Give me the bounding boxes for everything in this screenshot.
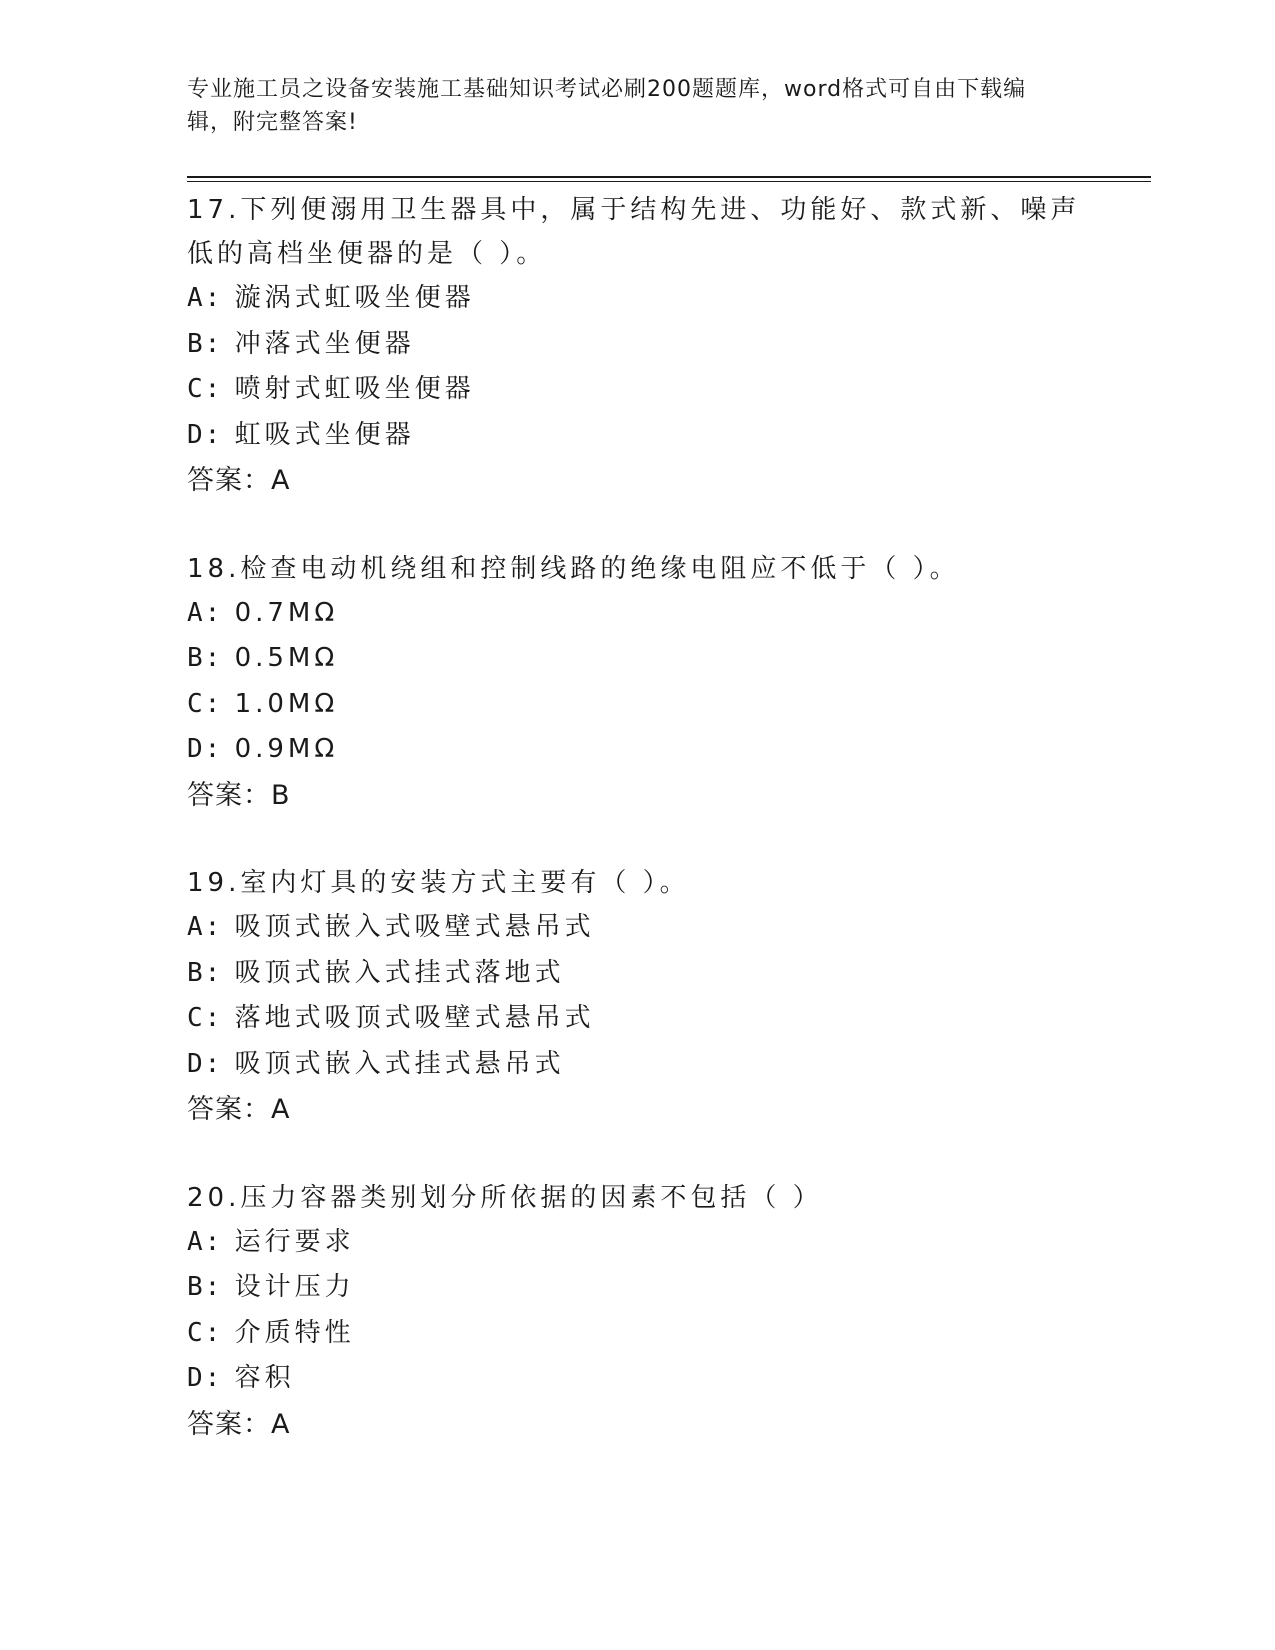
option-text: 0.5MΩ [234,643,339,673]
option-key: C: [187,688,223,719]
question-list [187,188,1087,1490]
answer: 答案：A [187,465,291,496]
header-rule-thin [187,181,1151,182]
question-text: 18.检查电动机绕组和控制线路的绝缘电阻应不低于（ ）。 [187,553,960,584]
option-key: B: [187,643,223,673]
option-text: 吸顶式嵌入式挂式悬吊式 [234,1048,565,1079]
option-text: 容积 [234,1363,295,1393]
option-c [187,1311,1087,1357]
option-key: B: [187,1272,223,1302]
option-text: 0.9MΩ [234,734,339,764]
option-d [187,727,1087,773]
option-text: 0.7MΩ [234,597,339,628]
option-a [187,276,1087,322]
option-key: B: [187,328,223,359]
option-b [187,1265,1087,1311]
document-header: 专业施工员之设备安装施工基础知识考试必刷200题题库，word格式可自由下载编辑，附完整答案! [187,77,1027,135]
option-text: 喷射式虹吸坐便器 [234,374,475,404]
option-key: A: [187,912,223,942]
option-text: 吸顶式嵌入式挂式落地式 [234,957,565,988]
option-text: 运行要求 [234,1226,355,1257]
option-c [187,682,1087,728]
option-b [187,636,1087,682]
option-text: 冲落式坐便器 [234,328,415,359]
option-key: D: [187,1048,223,1079]
option-a [187,1220,1087,1266]
option-b [187,951,1087,997]
question-19 [187,861,1087,1133]
option-text: 1.0MΩ [234,688,339,719]
option-d [187,1042,1087,1088]
option-key: B: [187,957,223,988]
option-a [187,591,1087,637]
option-d [187,413,1087,459]
option-text: 落地式吸顶式吸壁式悬吊式 [234,1003,595,1033]
option-d [187,1356,1087,1402]
option-key: A: [187,597,223,628]
question-20 [187,1176,1087,1448]
option-text: 吸顶式嵌入式吸壁式悬吊式 [234,912,595,942]
option-c [187,996,1087,1042]
option-text: 虹吸式坐便器 [234,419,415,450]
question-17 [187,188,1087,504]
question-text: 19.室内灯具的安装方式主要有（ ）。 [187,868,690,898]
option-key: D: [187,419,223,450]
option-b [187,322,1087,368]
option-key: D: [187,1363,223,1393]
question-18 [187,547,1087,819]
option-text: 漩涡式虹吸坐便器 [234,283,475,313]
option-a [187,905,1087,951]
option-text: 介质特性 [234,1317,355,1348]
question-text: 17.下列便溺用卫生器具中，属于结构先进、功能好、款式新、噪声低的高档坐便器的是（ ）。 [187,195,1081,269]
option-c [187,367,1087,413]
answer: 答案：B [187,779,291,811]
option-key: C: [187,1317,223,1348]
header-rule-thick [187,176,1151,178]
option-key: A: [187,1226,223,1257]
answer: 答案：A [187,1094,291,1125]
option-text: 设计压力 [234,1272,355,1302]
option-key: D: [187,734,223,764]
option-key: A: [187,283,223,313]
question-text: 20.压力容器类别划分所依据的因素不包括（ ） [187,1182,823,1213]
option-key: C: [187,374,223,404]
option-key: C: [187,1003,223,1033]
answer: 答案：A [187,1408,291,1440]
